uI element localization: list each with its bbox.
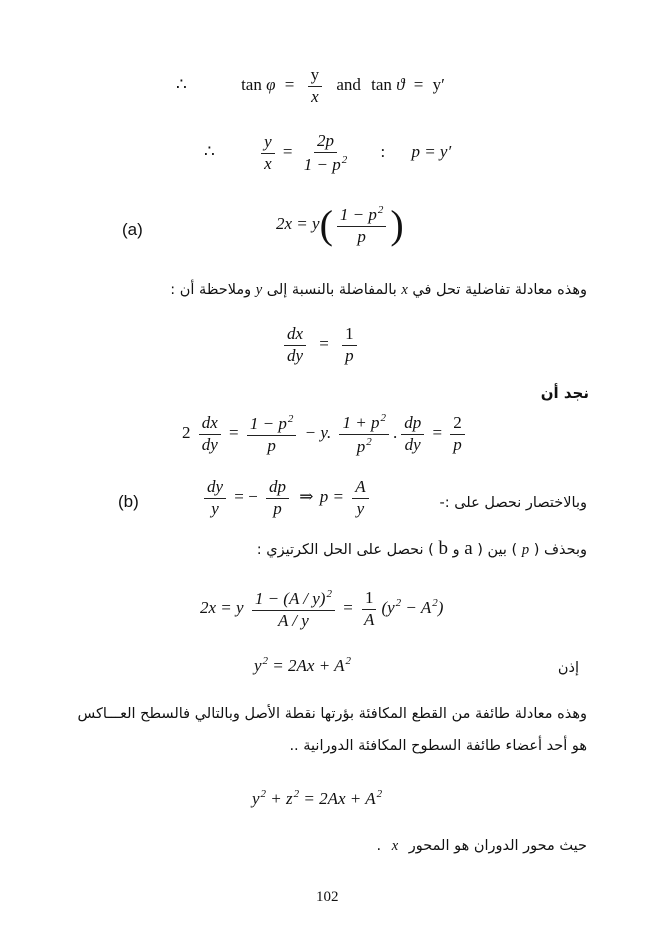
- eq-dx-dy: $\frac{dx}{dy}$ = $\frac{1}{p}$: [280, 325, 361, 365]
- equation-label-a: (a): [122, 220, 143, 239]
- and-word: and: [336, 75, 361, 95]
- phi-symbol: φ: [266, 75, 276, 95]
- implies-arrow: ⇒: [299, 487, 314, 507]
- eq-y-over-x: ∴ $\frac{y}{x}$ = $\frac{2p}{1 - p^2}$ : p = y′: [204, 131, 452, 174]
- two-p-fraction: $\frac{2p}{1 - p^2}$: [303, 131, 348, 174]
- heading-we-find: نجد أن: [540, 384, 589, 402]
- paragraph-differential: وهذه معادلة تفاضلية تحل في x بالمفاضلة بالنسبة إلى y وملاحظة أن :: [170, 282, 587, 298]
- paragraph-parabola-family-line1: وهذه معادلة طائفة من القطع المكافئة بؤرتها نقطة الأصل وبالتالي فالسطح العـــاكس: [77, 706, 587, 722]
- paragraph-parabola-family-line2: هو أحد أعضاء طائفة السطوح المكافئة الدورانية ..: [289, 738, 587, 754]
- paragraph-axis: حيث محور الدوران هو المحور x .: [376, 838, 587, 854]
- eq-cartesian: 2x = y $\frac{1 - (A / y)^2}{A / y}$ = $\frac{1}{A}$ $(y^2 - A^2)$: [200, 588, 444, 630]
- equation-label-b: (b): [118, 492, 139, 511]
- page-number: 102: [316, 889, 339, 905]
- arabic-therefore: إذن: [557, 660, 579, 676]
- p-equals-yprime: p = y′: [411, 142, 452, 162]
- paragraph-eliminate: وبحذف ( p ) بين ( a و b ) نحصل على الحل الكرتيزي :: [256, 538, 587, 559]
- eq-a: 2x = y( $\frac{1 - p^2}{p}$ ): [276, 202, 404, 248]
- therefore-symbol: ∴: [204, 142, 215, 162]
- arabic-shortening: وبالاختصار نحصل على :-: [439, 495, 587, 511]
- eq-b: $\frac{dy}{y}$ = − $\frac{dp}{p}$ ⇒ p = $\frac{A}{y}$: [200, 478, 373, 518]
- y-prime: y′: [432, 75, 445, 95]
- eq-long-derivative: 2 $\frac{dx}{dy}$ = $\frac{1 - p^2}{p}$ − y. $\frac{1 + p^2}{p^2}$ . $\frac{dp}{dy}$ = $\frac{2}{p}$: [182, 412, 469, 456]
- eq-parabola: $y^2 = 2Ax + A^2$: [254, 655, 351, 675]
- eq-tan-relations: ∴ tan φ = $\frac{y}{x}$ and tan ϑ = y′: [176, 65, 445, 106]
- theta-symbol: ϑ: [396, 75, 405, 95]
- tan-label: tan: [241, 75, 262, 95]
- y-over-x-fraction: $\frac{y}{x}$: [308, 66, 323, 106]
- therefore-symbol: ∴: [176, 75, 187, 95]
- eq-surface: $y^2 + z^2 = 2Ax + A^2$: [252, 788, 383, 808]
